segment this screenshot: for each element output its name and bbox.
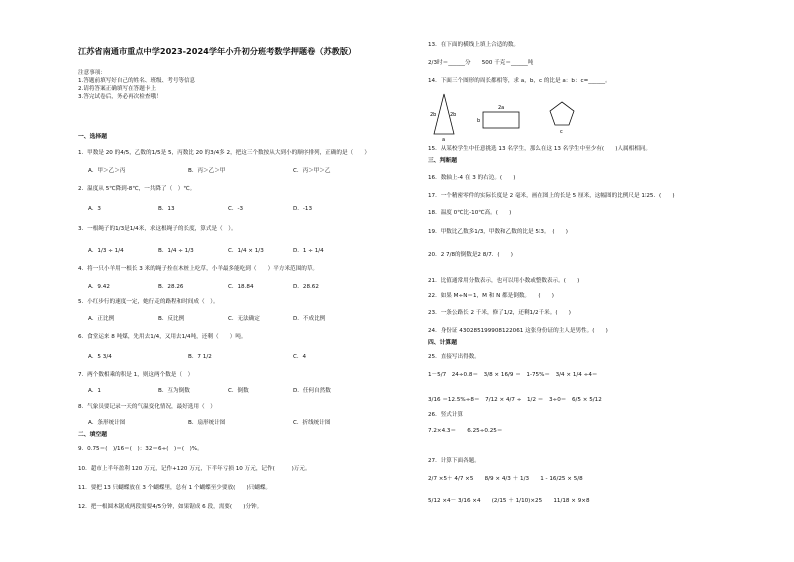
- q26-problems: 7.2×4.3＝ 6.25÷0.25＝: [428, 428, 503, 434]
- q7-option-a: A．1: [88, 388, 101, 394]
- q7-option-b: B．互为倒数: [158, 388, 190, 394]
- question-9: 9．0.75＝( )/16＝( )：32＝6÷( )＝( )%。: [78, 446, 203, 452]
- q5-option-a: A．正比例: [88, 316, 115, 322]
- q4-option-c: C．18.84: [228, 284, 254, 290]
- triangle-base-label: a: [442, 137, 446, 143]
- triangle-side-label: 2b: [430, 112, 437, 118]
- q4-option-d: D．28.62: [293, 284, 319, 290]
- q27-row-1: 2/7 ×5＋ 4/7 ×5 8/9 × 4/3 ＋ 1/3 1 - 16/25 × 5/8: [428, 476, 583, 482]
- q14-figures: [428, 92, 588, 144]
- q6-option-c: C．4: [293, 354, 307, 360]
- question-7: 7．两个数相乘的积是 1，则这两个数是（ ）: [78, 372, 194, 378]
- question-6: 6．食堂运来 8 吨煤，先用去1/4，又用去1/4吨，还剩（ ）吨。: [78, 334, 247, 340]
- question-15: 15．从某校学生中任意挑选 13 名学生，那么在这 13 名学生中至少有( )人属相相同。: [428, 146, 652, 152]
- question-25: 25．直接写出得数。: [428, 354, 480, 360]
- q7-option-c: C．倒数: [228, 388, 249, 394]
- question-11: 11．要把 13 只蝴蝶放在 3 个蝴蝶里，总有 1 个蝴蝶至少要放( )只蝴蝶。: [78, 485, 272, 491]
- question-21: 21．比值通常用分数表示，也可以用小数或整数表示。( ): [428, 278, 580, 284]
- pentagon-side-label: c: [560, 129, 563, 135]
- question-24: 24．身份证 430285199908122061 这张身份证的主人是男性。( ): [428, 328, 608, 334]
- q8-option-c: C．折线统计图: [293, 420, 331, 426]
- section-fill: 二、填空题: [78, 432, 107, 438]
- question-3: 3．一根绳子的1/3是1/4米，求这根绳子的长度，算式是（ ）。: [78, 226, 237, 232]
- q3-option-a: A．1/3 ÷ 1/4: [88, 248, 124, 254]
- section-judge: 三、判断题: [428, 158, 457, 164]
- question-13: 13．在下面的横线上填上合适的数。: [428, 42, 520, 48]
- q3-option-d: D．1 ÷ 1/4: [293, 248, 324, 254]
- question-8: 8．气象员要记录一天的气温变化情况，最好选用（ ）: [78, 404, 216, 410]
- question-4: 4．将一只小羊用一根长 3 米的绳子拴在木桩上吃草，小羊最多能吃到（ ）平方米范围的草。: [78, 266, 319, 272]
- question-1: 1．甲数是 20 的4/5，乙数的1/5是 5，丙数比 20 的3/4多 2，把这三个数按从大到小的顺序排列，正确的是（ ）: [78, 150, 370, 156]
- page-title: 江苏省南通市重点中学2023-2024学年小升初分班考数学押题卷（苏教版）: [78, 46, 357, 56]
- section-calc: 四、计算题: [428, 340, 457, 346]
- q5-option-d: D．不成比例: [293, 316, 326, 322]
- triangle-side-label: 2b: [450, 112, 457, 118]
- q27-row-2: 5/12 ×4－ 3/16 ×4 (2/15 ＋ 1/10)×25 11/18 × 9×8: [428, 498, 590, 504]
- question-22: 22．如果 M÷N＝1，M 和 N 都是倒数。 ( ): [428, 293, 554, 299]
- question-20: 20．2 7/8的倒数是2 8/7．( ): [428, 252, 513, 258]
- q2-option-a: A．3: [88, 206, 101, 212]
- q5-option-b: B．反比例: [158, 316, 185, 322]
- q8-option-b: B．扇形统计图: [188, 420, 226, 426]
- notice-heading: 注意事项：: [78, 70, 106, 76]
- question-2: 2．温度从 5℃降到-8℃，一共降了（ ）℃。: [78, 186, 196, 192]
- notice-item: 2.请将答案正确填写在答题卡上: [78, 86, 157, 92]
- q2-option-c: C．-3: [228, 206, 244, 212]
- q2-option-b: B．13: [158, 206, 175, 212]
- question-10: 10．超市上半年盈利 120 万元，记作+120 万元，下半年亏损 10 万元，记作( )万元。: [78, 466, 311, 472]
- q6-option-b: B．7 1/2: [188, 354, 212, 360]
- q2-option-d: D．-13: [293, 206, 313, 212]
- q1-option-b: B．丙＞乙＞甲: [188, 168, 226, 174]
- question-17: 17．一个精密零件的实际长度是 2 毫米，画在图上的长是 5 厘米，这幅图的比例尺是 1∶25．( ): [428, 193, 675, 199]
- question-27: 27．计算下面各题。: [428, 458, 480, 464]
- question-18: 18．温度 0℃比-10℃高。( ): [428, 210, 512, 216]
- pentagon-shape: [550, 102, 574, 125]
- q8-option-a: A．条形统计图: [88, 420, 126, 426]
- question-23: 23．一条公路长 2 千米，修了1/2，还剩1/2千米。( ): [428, 310, 571, 316]
- q4-option-a: A．9.42: [88, 284, 110, 290]
- notice-item: 3.答完试卷后，务必再次检查哦！: [78, 94, 162, 100]
- rectangle-length-label: 2a: [498, 105, 505, 111]
- question-19: 19．甲数比乙数多1/3，甲数和乙数的比是 5∶3。 ( ): [428, 229, 568, 235]
- question-26: 26．竖式计算: [428, 412, 464, 418]
- question-12: 12．把一根圆木锯成两段需要4/5分钟，如果锯成 6 段，需要( )分钟。: [78, 504, 263, 510]
- q3-option-c: C．1/4 × 1/3: [228, 248, 264, 254]
- q1-option-c: C．丙＞甲＞乙: [293, 168, 331, 174]
- section-choice: 一、选择题: [78, 134, 107, 140]
- q25-row-2: 3/16 ＝12.5%÷8＝ 7/12 × 4/7 ÷ 1/2 ＝ 3÷0＝ 6/5 × 5/12: [428, 397, 602, 403]
- rectangle-width-label: b: [477, 118, 481, 124]
- q1-option-a: A．甲＞乙＞丙: [88, 168, 126, 174]
- notice-item: 1.答题前填写好自己的姓名、班级、考号等信息: [78, 78, 196, 84]
- q6-option-a: A．5 3/4: [88, 354, 112, 360]
- q7-option-d: D．任何自然数: [293, 388, 331, 394]
- q4-option-b: B．28.26: [158, 284, 184, 290]
- question-16: 16．数轴上-4 在 3 的右边。( ): [428, 175, 516, 181]
- q3-option-b: B．1/4 ÷ 1/3: [158, 248, 194, 254]
- q13-blanks: 2/3时＝______分 500 千克＝______吨: [428, 60, 534, 66]
- q25-row-1: 1－5/7 24÷0.8＝ 3/8 × 16/9 ＝ 1-75%＝ 3/4 × 1/4 ÷4＝: [428, 372, 598, 378]
- question-5: 5．小红步行的速度一定，她行走的路程和时间成（ ）。: [78, 299, 219, 305]
- q5-option-c: C．无法确定: [228, 316, 260, 322]
- question-14: 14．下面三个图形的周长都相等，求 a，b，c 的比是 a：b：c=______。: [428, 78, 611, 84]
- rectangle-shape: [483, 112, 519, 128]
